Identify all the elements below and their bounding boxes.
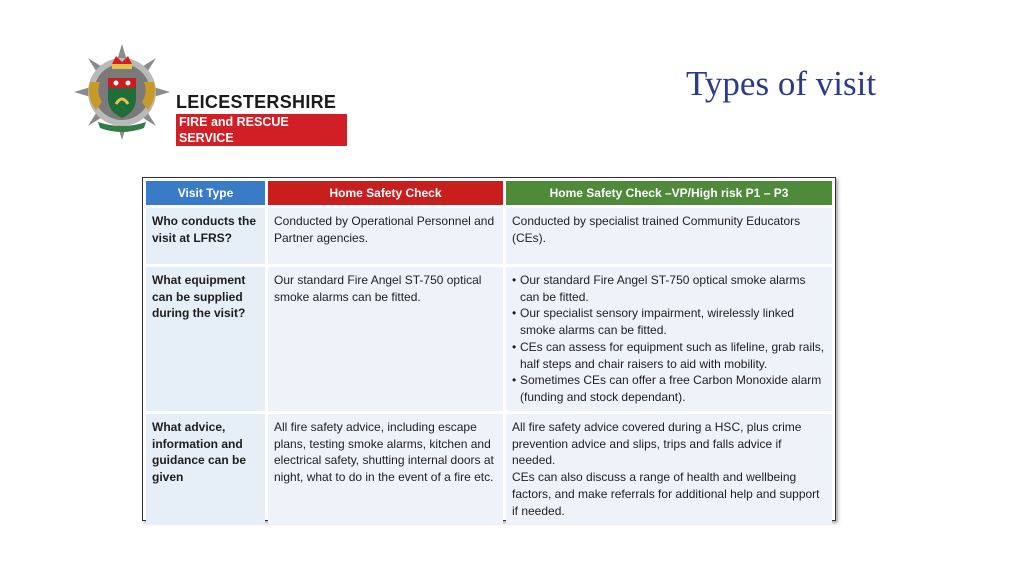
table-header-row [146,181,832,205]
lfrs-logo [72,42,347,145]
list-item: • Our specialist sensory impairment, wirelessly linked smoke alarms can be fitted. [512,305,826,338]
org-name: LEICESTERSHIRE [176,92,337,112]
header-home-safety-check-vp: Home Safety Check –VP/High risk P1 – P3 [506,181,832,205]
row-label: What equipment can be supplied during the visit? [146,267,265,411]
hsc-cell: Conducted by Operational Personnel and Partner agencies. [268,208,503,264]
vp-paragraph: Conducted by specialist trained Community Educators (CEs). [512,214,801,245]
slide-title: Types of visit [686,64,877,103]
list-item: • Our standard Fire Angel ST-750 optical smoke alarms can be fitted. [512,272,826,305]
table-row [146,208,832,264]
hsc-cell: All fire safety advice, including escape plans, testing smoke alarms, kitchen and electrical safety, shutting internal doors at night, what to do in the event of a fire etc. [268,414,503,524]
header-home-safety-check: Home Safety Check [268,181,503,205]
header-visit-type: Visit Type [146,181,265,205]
vp-paragraph: CEs can also discuss a range of health and wellbeing factors, and make referrals for additional help and support if needed. [512,470,820,518]
row-label: Who conducts the visit at LFRS? [146,208,265,264]
fire-service-crest-icon [72,42,172,142]
org-subtitle: FIRE and RESCUE SERVICE [176,114,347,146]
vp-cell [506,414,832,524]
list-item: • CEs can assess for equipment such as lifeline, grab rails, half steps and chair raisers to aid with mobility. [512,339,826,372]
vp-paragraph: All fire safety advice covered during a HSC, plus crime prevention advice and slips, trips and falls advice if needed. [512,420,802,468]
hsc-cell: Our standard Fire Angel ST-750 optical smoke alarms can be fitted. [268,267,503,411]
visit-types-table [142,177,836,521]
table-row [146,414,832,524]
vp-cell [506,267,832,411]
vp-cell [506,208,832,264]
table-row [146,267,832,411]
list-item: • Sometimes CEs can offer a free Carbon Monoxide alarm (funding and stock dependant). [512,372,826,405]
row-label: What advice, information and guidance can be given [146,414,265,524]
vp-bullet-list [512,272,826,406]
